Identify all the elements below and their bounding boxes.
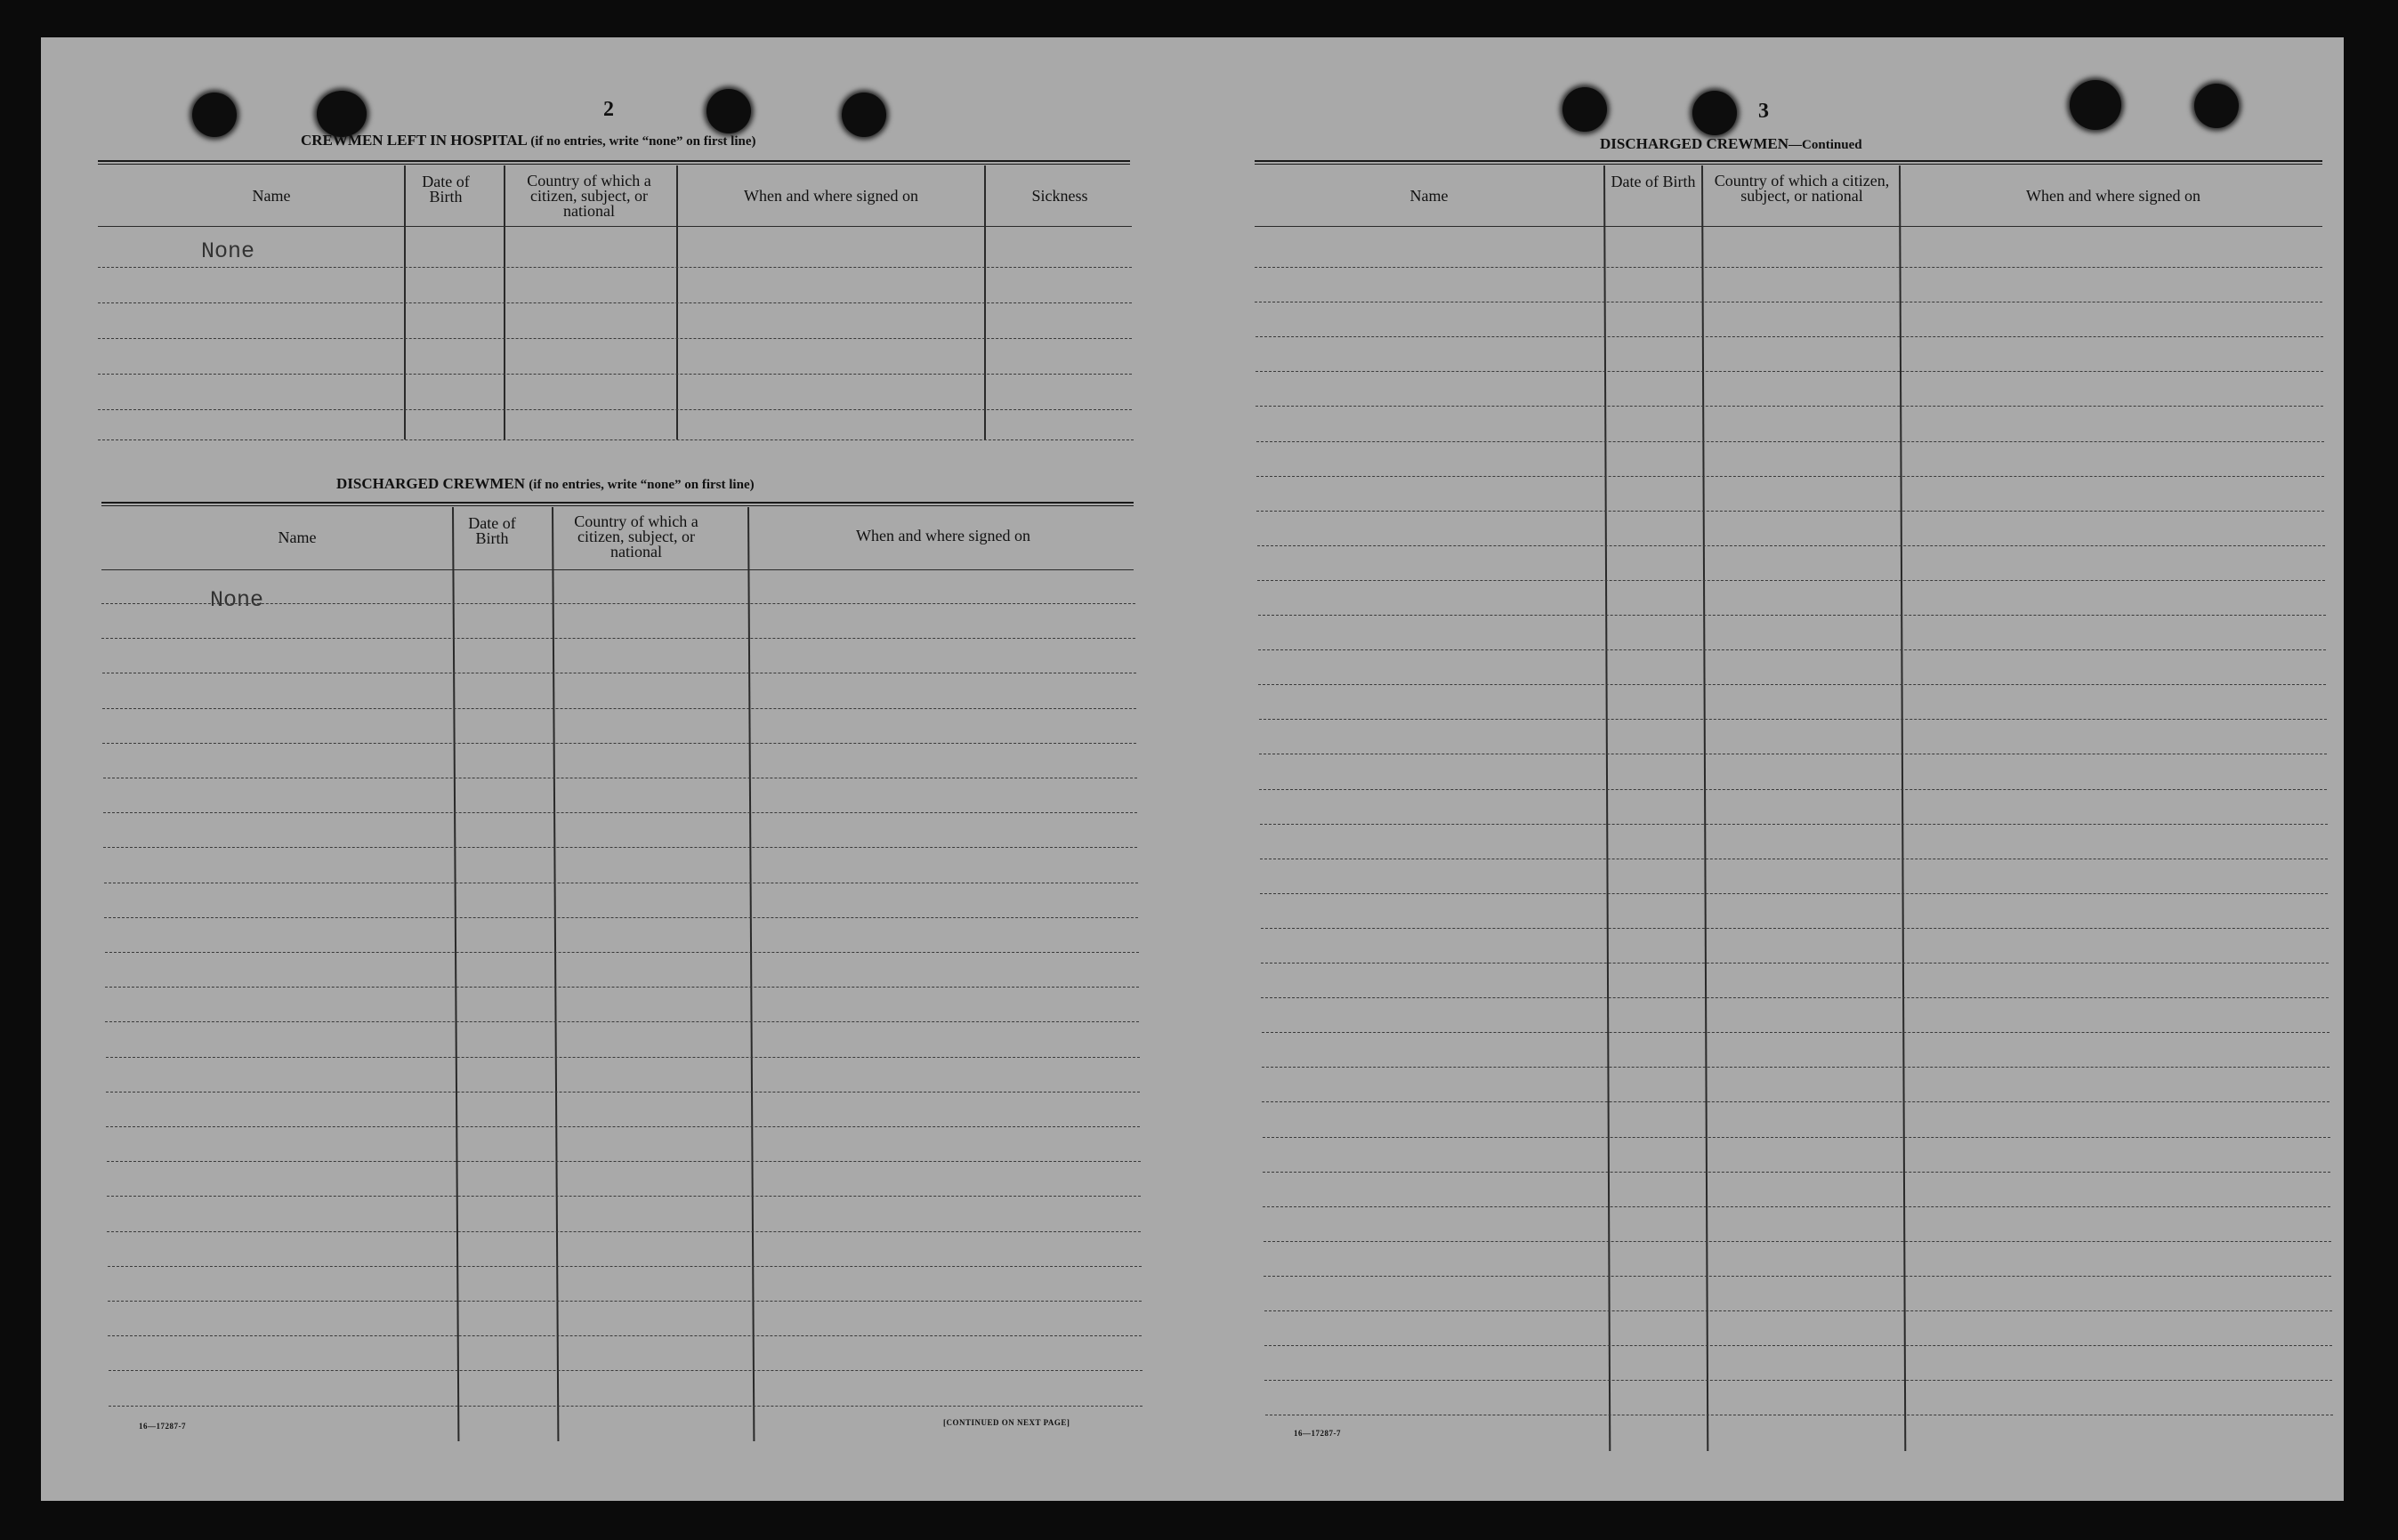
right-col-name: Name (1409, 187, 1449, 205)
right-title-text: DISCHARGED CREWMEN (1600, 135, 1789, 152)
ruled-row-line (109, 1370, 1142, 1371)
discharged-top-rule (101, 502, 1134, 506)
ruled-row-line (1256, 476, 2324, 477)
hospital-header-bottom (984, 226, 1132, 227)
ruled-row-line (101, 638, 1135, 639)
ruled-row-line (108, 1266, 1142, 1267)
punch-hole (842, 93, 886, 137)
punch-hole (2070, 80, 2121, 130)
hospital-row-line (98, 302, 1132, 303)
hospital-row-line (98, 267, 1132, 268)
ruled-row-line (1261, 963, 2329, 964)
right-col-signed: When and where signed on (2026, 187, 2200, 205)
right-header-bottom (1603, 226, 1701, 227)
document-sheet (41, 37, 2344, 1501)
hospital-header-bottom (404, 226, 504, 227)
ruled-row-line (1259, 719, 2327, 720)
ruled-row-line (1264, 1310, 2332, 1311)
discharged-header-bottom (452, 569, 552, 570)
hospital-row-line (98, 338, 1132, 339)
page-number-right: 3 (1758, 100, 1769, 123)
right-col-country: Country of which a citizen, subject, or national (1714, 172, 1890, 205)
discharged-col-name: Name (278, 528, 317, 546)
ruled-row-line (105, 952, 1139, 953)
punch-hole (2194, 84, 2239, 128)
ruled-row-line (103, 847, 1137, 848)
hospital-row-line (98, 439, 1134, 440)
hospital-top-rule (98, 160, 1130, 165)
ruled-row-line (1263, 1137, 2330, 1138)
page-number-left: 2 (603, 98, 614, 121)
hospital-title-text: CREWMEN LEFT IN HOSPITAL (301, 132, 527, 149)
hospital-entry: None (201, 238, 255, 264)
ruled-row-line (1258, 615, 2326, 616)
form-number-left: 16—17287-7 (139, 1422, 186, 1431)
ruled-row-line (1256, 371, 2323, 372)
discharged-header-bottom (552, 569, 747, 570)
punch-hole (317, 91, 367, 137)
ruled-row-line (1258, 649, 2326, 650)
ruled-row-line (1257, 580, 2325, 581)
right-col-dob: Date of Birth (1611, 173, 1696, 190)
ruled-row-line (1258, 684, 2326, 685)
discharged-instruction: (if no entries, write “none” on first line) (529, 478, 755, 492)
ruled-row-line (1262, 1032, 2329, 1033)
ruled-row-line (1263, 1172, 2330, 1173)
right-top-rule (1255, 160, 2322, 165)
ruled-row-line (102, 708, 1136, 709)
hospital-col-country: Country of which a citizen, subject, or national (527, 172, 651, 220)
ruled-row-line (1256, 336, 2323, 337)
discharged-header-bottom (101, 569, 452, 570)
hospital-section-title (301, 132, 756, 149)
continued-note: [CONTINUED ON NEXT PAGE] (943, 1418, 1070, 1427)
right-divider (1603, 165, 1611, 1451)
ruled-row-line (1255, 267, 2322, 268)
ruled-row-line (1260, 824, 2328, 825)
ruled-row-line (1264, 1276, 2331, 1277)
punch-hole (192, 93, 237, 137)
ruled-row-line (1262, 1067, 2329, 1068)
right-header-bottom (1701, 226, 1899, 227)
hospital-col-name: Name (252, 187, 291, 205)
discharged-header-bottom (747, 569, 1134, 570)
discharged-col-country: Country of which a citizen, subject, or national (574, 512, 698, 560)
ruled-row-line (103, 812, 1137, 813)
ruled-row-line (1263, 1206, 2330, 1207)
right-divider (1899, 165, 1906, 1451)
hospital-header-bottom (504, 226, 676, 227)
ruled-row-line (106, 1057, 1140, 1058)
ruled-row-line (107, 1161, 1141, 1162)
ruled-row-line (1256, 511, 2324, 512)
ruled-row-line (107, 1231, 1141, 1232)
hospital-col-signed: When and where signed on (744, 187, 918, 205)
ruled-row-line (1256, 406, 2323, 407)
discharged-title-text: DISCHARGED CREWMEN (336, 475, 526, 492)
discharged-section-title (336, 475, 755, 493)
punch-hole (1562, 87, 1607, 132)
ruled-row-line (1260, 893, 2328, 894)
ruled-row-line (1261, 928, 2329, 929)
hospital-row-line (98, 409, 1132, 410)
discharged-col-dob: Date of Birth (468, 514, 516, 547)
ruled-row-line (1259, 789, 2327, 790)
hospital-col-dob: Date of Birth (422, 173, 470, 206)
ruled-row-line (104, 917, 1138, 918)
right-header-bottom (1899, 226, 2322, 227)
ruled-row-line (1257, 545, 2325, 546)
ruled-row-line (105, 987, 1139, 988)
ruled-row-line (106, 1126, 1140, 1127)
hospital-col-sickness: Sickness (1031, 187, 1088, 205)
hospital-header-bottom (98, 226, 406, 227)
hospital-row-line (98, 374, 1132, 375)
ruled-row-line (1264, 1241, 2331, 1242)
ruled-row-line (1262, 1101, 2329, 1102)
ruled-row-line (1264, 1380, 2332, 1381)
right-divider (1701, 165, 1708, 1451)
ruled-row-line (106, 1092, 1140, 1093)
ruled-row-line (1256, 441, 2324, 442)
hospital-header-bottom (676, 226, 984, 227)
ruled-row-line (109, 1406, 1142, 1407)
ruled-row-line (1264, 1345, 2332, 1346)
right-section-title (1600, 135, 1862, 153)
ruled-row-line (101, 603, 1135, 604)
ruled-row-line (108, 1301, 1142, 1302)
punch-hole (1692, 91, 1737, 135)
ruled-row-line (1261, 997, 2329, 998)
ruled-row-line (102, 743, 1136, 744)
form-number-right: 16—17287-7 (1294, 1429, 1341, 1438)
ruled-row-line (105, 1021, 1139, 1022)
discharged-col-signed: When and where signed on (856, 527, 1030, 544)
ruled-row-line (108, 1335, 1142, 1336)
discharged-entry: None (210, 587, 264, 613)
right-title-suffix: —Continued (1788, 138, 1862, 152)
hospital-instruction: (if no entries, write “none” on first line) (530, 134, 756, 149)
punch-hole (706, 89, 751, 133)
ruled-row-line (107, 1196, 1141, 1197)
right-header-bottom (1255, 226, 1603, 227)
